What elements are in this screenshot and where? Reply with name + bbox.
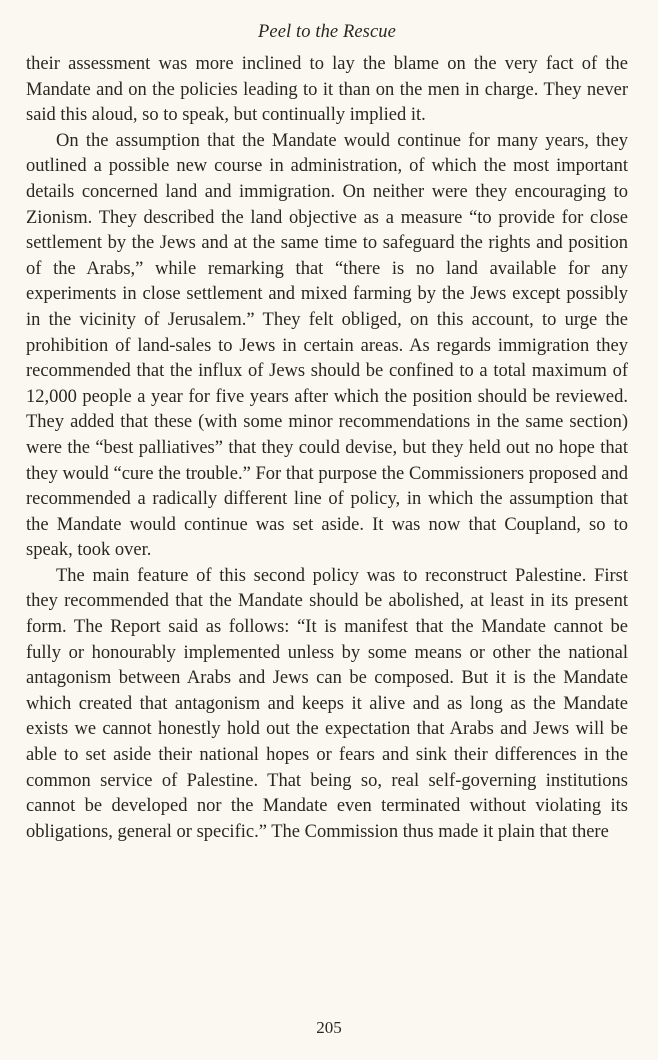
paragraph-continuation: their assessment was more inclined to lay the blame on the very fact of the Mandate and on the policies leading to it than on the men in charge. They never said this aloud, so to speak, but continually implied it.: [26, 54, 628, 126]
paragraph-second-policy: The main feature of this second policy was to reconstruct Palestine. First they recommended that the Mandate should be abolished, at least in its present form. The Report said as follows: “It is manifest that the Mandate cannot be fully or honourably implemented unless by some means or other the national antagonism between Arabs and Jews can be composed. But it is the Mandate which created that antagonism and keeps it alive and as long as the Mandate exists we cannot honestly hold out the expectation that Arabs and Jews will be able to set aside their national hopes or fears and sink their differences in the common service of Palestine. That being so, real self-governing institutions cannot be developed nor the Mandate even terminated without violating its obligations, general or specific.” The Commission thus made it plain that there: [26, 565, 628, 842]
paragraph-administration: On the assumption that the Mandate would continue for many years, they outlined a possible new course in administration, of which the most important details concerned land and immigration. On neither were they encouraging to Zionism. They described the land objective as a measure “to provide for close settlement by the Jews and at the same time to safeguard the rights and position of the Arabs,” while remarking that “there is no land available for any experiments in close settlement and mixed farming by the Jews except possibly in the vicinity of Jerusalem.” They felt obliged, on this account, to urge the prohibition of land-sales to Jews in certain areas. As regards immigration they recommended that the influx of Jews should be confined to a total maximum of 12,000 people a year for five years after which the position should be reviewed. They added that these (with some minor recommendations in the same section) were the “best palliatives” that they could devise, but they held out no hope that they would “cure the trouble.” For that purpose the Commissioners proposed and recommended a radically different line of policy, in which the assumption that the Mandate would continue was set aside. It was now that Coupland, so to speak, took over.: [26, 130, 628, 561]
body-text: [26, 52, 628, 845]
running-head: Peel to the Rescue: [258, 22, 396, 42]
page-number: 205: [316, 1018, 342, 1037]
